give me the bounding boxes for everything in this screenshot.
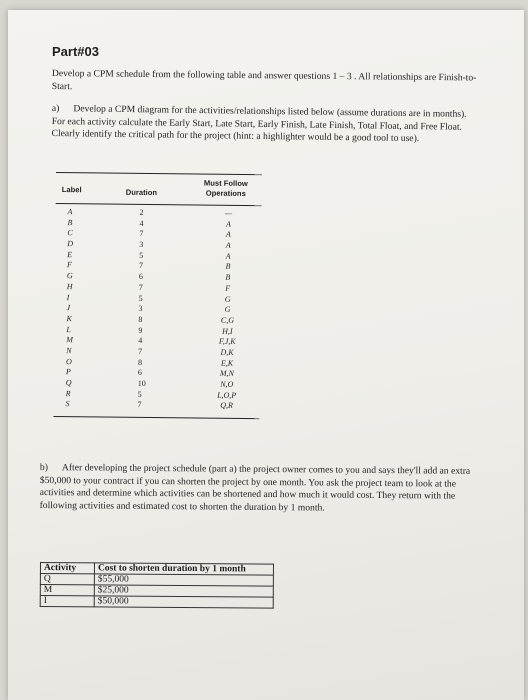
activity-duration: 5 [139,250,144,260]
activity-duration: 7 [139,229,144,239]
activity-predecessors: F,J,K [218,336,236,347]
activity-label: M [66,335,73,345]
activity-duration: 7 [137,400,142,410]
activity-label: G [66,271,73,281]
cost-activity: I [40,596,94,607]
intro-paragraph: Develop a CPM schedule from the following table and answer questions 1 – 3 . All relationships are Finish-to-Start. [51,68,477,92]
activity-duration: 6 [138,271,143,282]
activity-duration: 5 [137,389,142,399]
header-label: Label [61,185,82,195]
activity-rows [53,204,261,418]
activity-label: Q [65,378,72,388]
activity-predecessors: A [225,219,231,229]
header-duration: Duration [125,187,158,198]
cost-activity: M [40,585,94,596]
activity-duration: 9 [138,325,143,335]
activity-predecessors: H,I [222,326,233,336]
activity-label: I [66,292,70,302]
activity-duration: 4 [139,218,144,228]
activity-predecessors: Q,R [220,401,233,411]
activity-predecessors: N,O [220,379,234,389]
activity-label: C [67,228,73,238]
activity-label: S [65,399,70,409]
activity-predecessors: A [225,240,231,250]
activity-duration: 5 [138,293,143,303]
cost-activity: Q [40,574,94,585]
activity-table [53,172,262,419]
page-title: Part#03 [52,44,99,59]
activity-table-header [56,173,262,205]
activity-predecessors: D,K [220,347,234,357]
activity-duration: 7 [138,261,144,271]
activity-label: E [67,249,73,259]
activity-predecessors: G [224,304,231,315]
activity-label: N [66,346,72,356]
part-b-text: After developing the project schedule (part a) the project owner comes to you and says they'll add an extra $50,000 to your contract if you can shorten the project by one month. You ask the project team to look at the activities and determine which activities can be shortened and how much it would cost. They return with the following activities and estimated cost to shorten the duration by 1 month. [39,462,471,513]
activity-label: B [67,217,73,227]
activity-label: L [66,324,71,334]
part-a-paragraph [51,103,481,147]
activity-duration: 10 [137,378,146,388]
part-a-text: Develop a CPM diagram for the activities/relationships listed below (assume durations are in months). For each activity calculate the Early Start, Late Start, Early Finish, Late Finish, Total Float, and Free Float. Clearly identify the critical path for the project (hint: a highlighter would be a good tool to use). [51,103,467,145]
activity-label: F [66,260,72,270]
activity-label: O [65,356,72,366]
activity-duration: 4 [138,336,143,346]
activity-predecessors: G [224,294,231,304]
header-must-follow [196,178,256,199]
activity-label: R [65,388,71,398]
activity-predecessors: A [225,230,231,240]
table-row [40,596,273,609]
activity-duration: 6 [137,368,142,378]
activity-predecessors: F [225,283,231,293]
activity-predecessors: B [225,272,231,282]
activity-predecessors: C,G [220,315,235,325]
cost-rows [40,574,273,609]
part-b-label: b) [39,462,48,474]
table-row [54,399,260,412]
cost-value: $50,000 [94,596,273,608]
activity-duration: 3 [138,304,143,314]
activity-duration: 7 [138,282,143,292]
activity-duration: 8 [137,357,143,367]
cost-value: $55,000 [94,574,273,586]
activity-label: J [66,303,71,313]
part-b-paragraph [40,462,478,516]
header-follow-line2: Operations [205,188,246,198]
activity-duration: 2 [139,207,144,217]
activity-label: D [67,239,74,249]
activity-predecessors: M,N [219,369,234,379]
cost-value: $25,000 [94,585,273,597]
activity-predecessors: A [225,251,231,261]
activity-predecessors: L,O,P [217,390,237,400]
activity-duration: 7 [138,346,143,356]
activity-label: K [66,313,72,324]
activity-duration: 8 [138,314,143,324]
activity-duration: 3 [139,239,144,249]
activity-predecessors: — [224,208,233,218]
activity-predecessors: B [225,262,231,272]
header-activity: Activity [40,563,94,574]
activity-predecessors: E,K [220,358,234,368]
part-a-label: a) [51,103,60,115]
cost-table-header-row [40,563,273,576]
activity-label: A [67,207,73,217]
cost-table [40,562,274,609]
header-cost: Cost to shorten duration by 1 month [94,563,273,575]
activity-label: H [66,281,73,291]
header-follow-line1: Must Follow [203,178,248,189]
activity-label: P [65,367,71,377]
